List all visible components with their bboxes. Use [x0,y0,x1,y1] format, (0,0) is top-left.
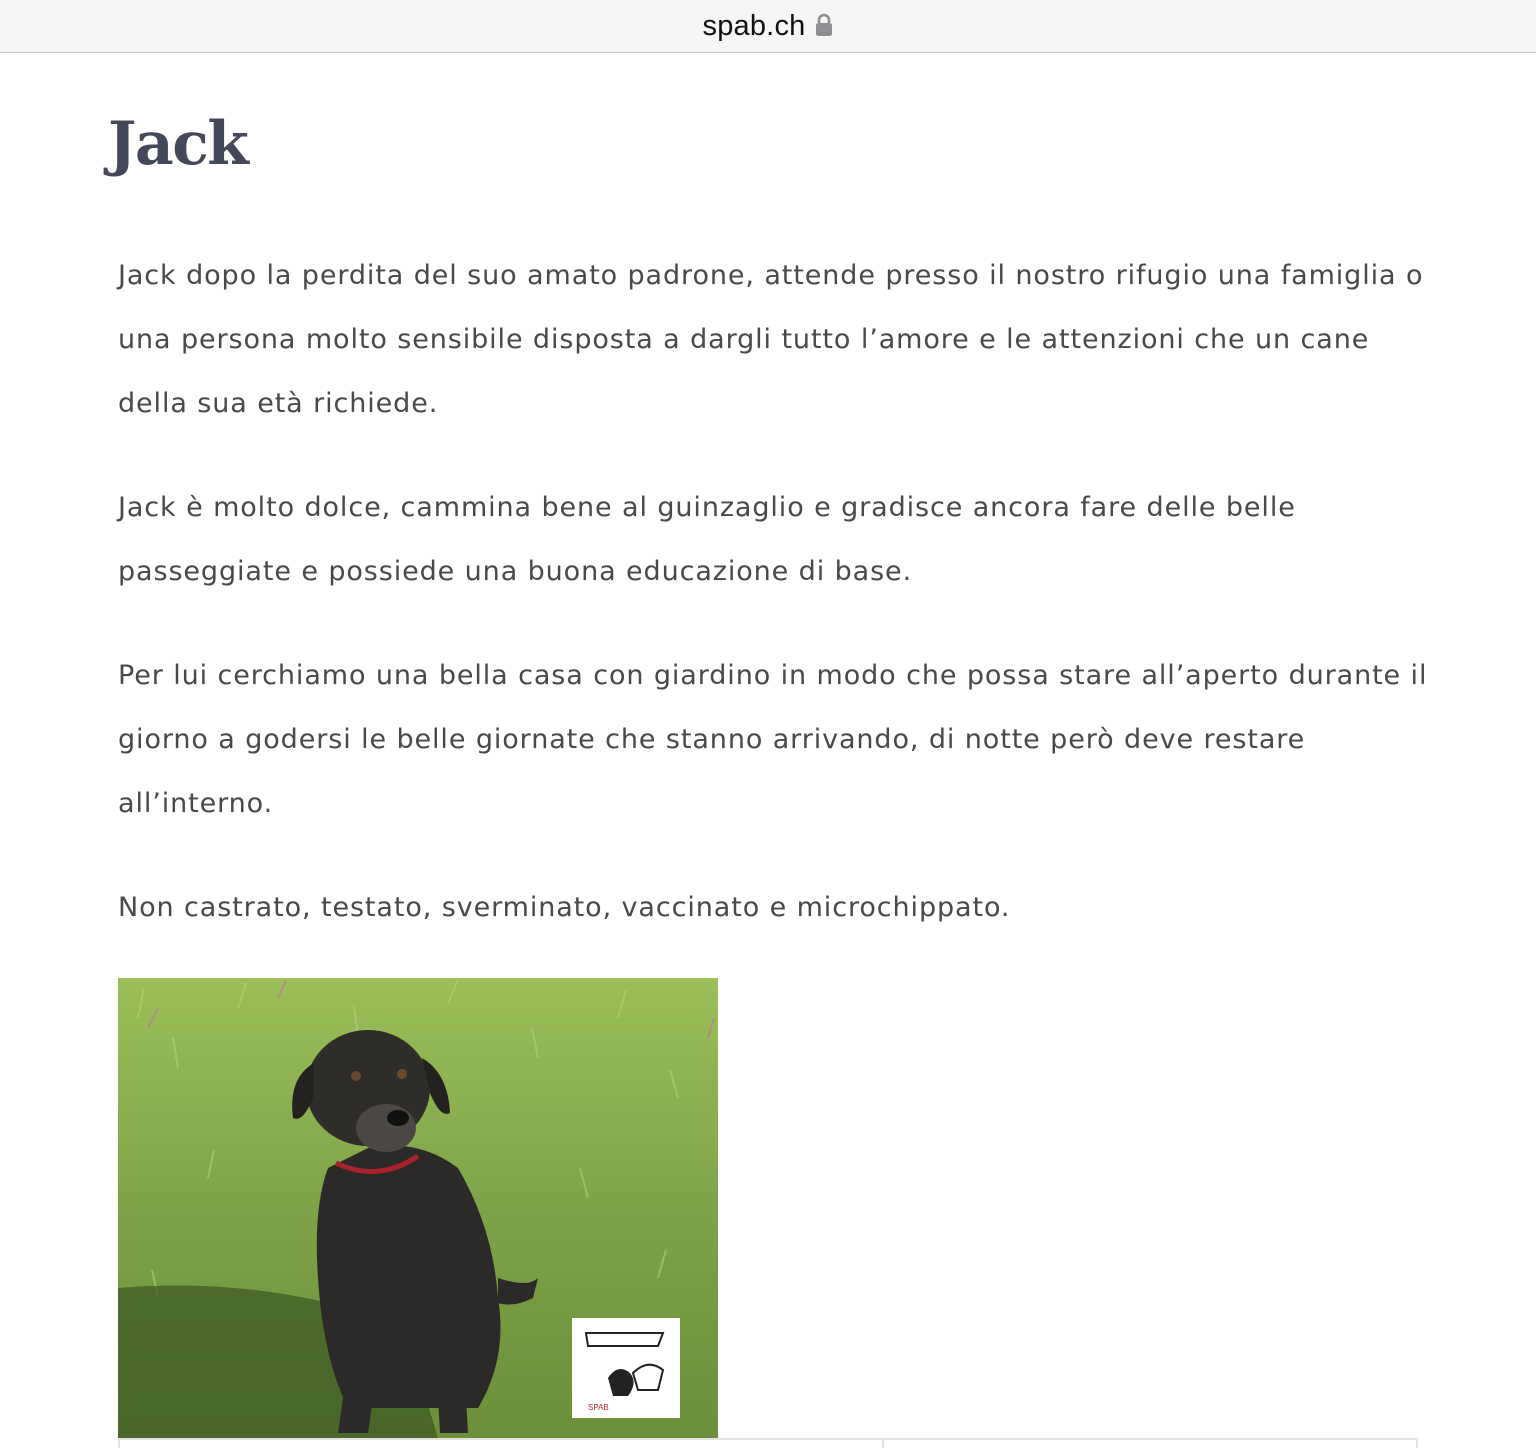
paragraph-health-status: Non castrato, testato, sverminato, vaccinato e microchippato. [118,892,1011,923]
article-body [118,244,1428,980]
paragraph-home-needs: Per lui cerchiamo una bella casa con giardino in modo che possa stare all’aperto durante il giorno a godersi le belle giornate che stanno arrivando, di notte però deve restare all’interno. [118,660,1428,819]
info-table [118,1438,1418,1448]
paragraph-intro: Jack dopo la perdita del suo amato padrone, attende presso il nostro rifugio una famiglia o una persona molto sensibile disposta a dargli tutto l’amore e le attenzioni che un cane della sua età richiede. [118,260,1424,419]
svg-text:SPAB: SPAB [588,1403,609,1412]
dog-photo[interactable] [118,978,718,1438]
address-bar[interactable] [0,0,1536,53]
page-title: Jack [108,109,248,179]
url-text[interactable]: spab.ch [702,9,806,42]
lock-icon [815,13,833,37]
paragraph-temperament: Jack è molto dolce, cammina bene al guinzaglio e gradisce ancora fare delle belle passeggiate e possiede una buona educazione di base. [118,492,1296,587]
table-column-divider [882,1440,884,1448]
